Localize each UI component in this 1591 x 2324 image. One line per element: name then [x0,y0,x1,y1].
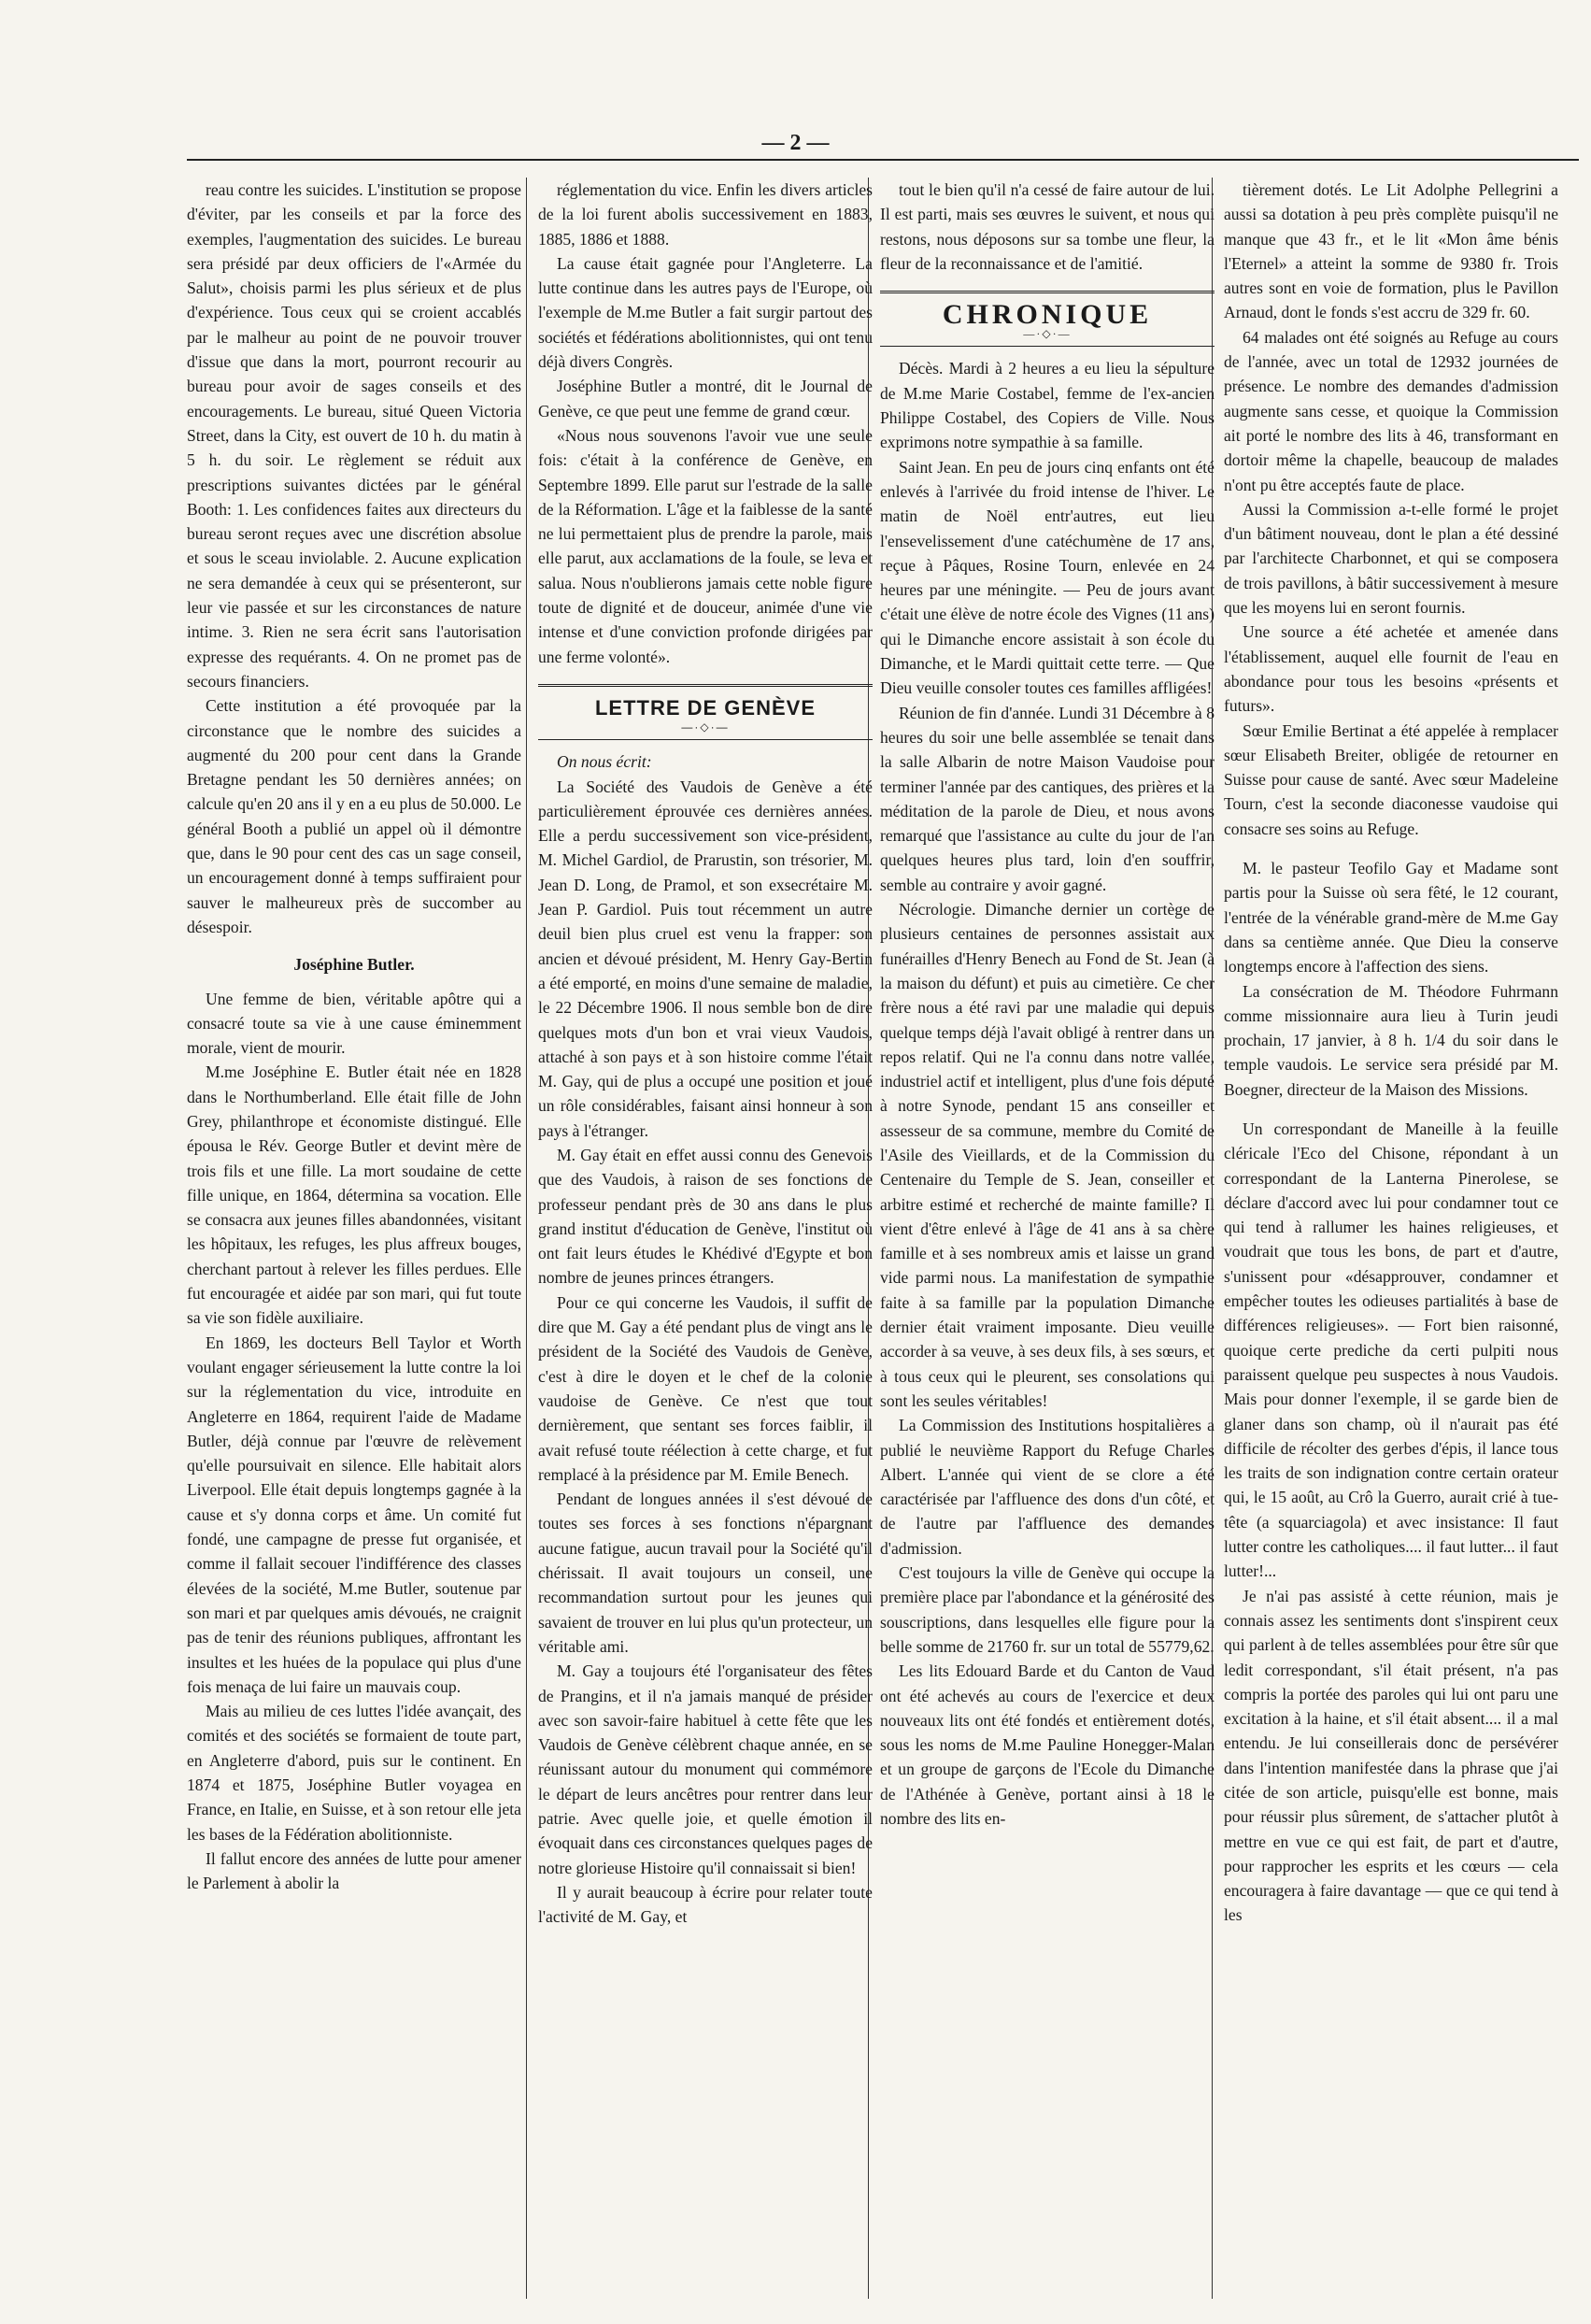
column-4 [1224,178,1558,2299]
article-paragraph: Mais au milieu de ces luttes l'idée avançait, des comités et des sociétés se formaient de toute part, en Angleterre d'abord, puis sur le continent. En 1874 et 1875, Joséphine Butler voyagea en France, en Italie, en Suisse, et à son retour elle jeta les bases de la Fédération abolitionniste. [187,1702,521,1844]
article-paragraph: La Commission des Institutions hospitalières a publié le neuvième Rapport du Refuge Charles Albert. L'année qui vient de se clore a été caractérisée par l'affluence des dons d'un côté, et de l'autre par l'affluence des demandes d'admission. [880,1416,1215,1558]
article-paragraph: La Société des Vaudois de Genève a été particulièrement éprouvée ces dernières années. Elle a perdu successivement son vice-président, M. Michel Gardiol, de Prarustin, son trésorier, M. Jean D. Long, de Pramol, et son exsecrétaire M. Jean P. Gardiol. Puis tout récemment un autre deuil bien plus cruel est venu la frapper: son ancien et dévoué président, M. Henry Gay-Bertin a été emporté, en moins d'une semaine de maladie, le 22 Décembre 1906. Il nous semble bon de dire quelques mots d'un bon et vrai vieux Vaudois, attaché à son pays et à son histoire comme l'était M. Gay, qui de plus a occupé une position et joué un rôle considérables, faisant ainsi honneur à son pays à l'étranger. [538,777,873,1140]
banner-title: LETTRE DE GENÈVE [594,695,817,720]
article-paragraph: En 1869, les docteurs Bell Taylor et Worth voulant engager sérieusement la lutte contre la loi sur la réglementation du vice, introduite en Angleterre en 1864, requirent l'aide de Madame Butler, déjà connue par l'œuvre de relèvement qu'elle poursuivait en silence. Elle habitait alors Liverpool. Elle était depuis longtemps gagnée à la cause et s'y donna corps et âme. Un comité fut fondé, une campagne de presse fut organisée, et comme il fallait secouer l'indifférence des classes élevées de la société, M.me Butler, soutenue par son mari et par quelques amis dévoués, ne craignit pas de tenir des réunions publiques, affrontant les insultes et les huées de la populace qui plus d'une fois menaça de lui faire un mauvais coup. [187,1333,521,1696]
article-paragraph: Joséphine Butler a montré, dit le Journal de Genève, ce que peut une femme de grand cœur. [538,377,873,421]
article-paragraph: Une femme de bien, véritable apôtre qui a consacré toute sa vie à une cause éminemment morale, vient de mourir. [187,989,521,1058]
article-paragraph: réglementation du vice. Enfin les divers articles de la loi furent abolis successivement en 1883, 1885, 1886 et 1888. [538,180,873,249]
spacer [1224,841,1558,856]
section-heading: Joséphine Butler. [293,955,415,975]
article-paragraph: M. le pasteur Teofilo Gay et Madame sont partis pour la Suisse où sera fêté, le 12 courant, l'entrée de la vénérable grand-mère de M.me Gay dans sa centième année. Que Dieu la conserve longtemps encore à l'affection des siens. [1224,859,1558,977]
article-paragraph: La consécration de M. Théodore Fuhrmann comme missionnaire aura lieu à Turin jeudi prochain, 17 janvier, à 8 h. 1/4 du soir dans le temple vaudois. Le service sera présidé par M. Boegner, directeur de la Maison des Missions. [1224,981,1558,1099]
article-paragraph: Sœur Emilie Bertinat a été appelée à remplacer sœur Elisabeth Breiter, obligée de retourner en Suisse pour cause de santé. Avec sœur Madeleine Tourn, c'est la seconde diaconesse vaudoise qui consacre ses soins au Refuge. [1224,720,1558,838]
article-paragraph: Nécrologie. Dimanche dernier un cortège de plusieurs centaines de personnes assistait aux funérailles d'Henry Benech au Fond de St. Jean (à la maison du défunt) et puis au cimetière. Ce cher frère nous a été ravi par une maladie qui depuis quelque temps déjà l'avait obligé à rentrer dans un repos relatif. Qui ne l'a connu dans notre vallée, industriel actif et intelligent, plus d'une fois député à notre Synode, pendant 15 ans conseiller et assesseur de sa commune, membre du Comité de l'Asile des Vieillards, et de la Commission du Centenaire du Temple de S. Jean, conseiller et arbitre estimé et recherché de mainte famille? Il vient d'être enlevé à l'âge de 41 ans à sa chère famille et à ses nombreux amis et laisse un grand vide parmi nous. La manifestation de sympathie faite à sa famille par la population Dimanche dernier était vraiment imposante. Dieu veuille accorder à sa veuve, à ses deux fils, à ses sœurs, et à tous ceux qui le pleurent, ses consolations qui sont les seules véritables! [880,900,1215,1410]
article-paragraph: Réunion de fin d'année. Lundi 31 Décembre à 8 heures du soir une belle assemblée se tenait dans la salle Albarin de notre Maison Vaudoise pour terminer l'année par des cantiques, des prières et la méditation de la parole de Dieu, et nous avons remarqué que l'assistance au culte du jour de l'an quelques heures plus tard, loin d'en souffrir, semble au contraire y avoir gagné. [880,703,1215,894]
article-paragraph: «Nous nous souvenons l'avoir vue une seule fois: c'était à la conférence de Genève, en Septembre 1899. Elle parut sur l'estrade de la salle de la Réformation. L'âge et la faiblesse de la santé ne lui permettaient plus de prendre la parole, mais elle parut, aux acclamations de la foule, se leva et salua. Nous n'oublierons jamais cette noble figure toute de dignité et de douceur, animée d'une vie intense et d'une conviction profonde dirigées par une ferme volonté». [538,425,873,666]
article-paragraph: M. Gay était en effet aussi connu des Genevois que des Vaudois, à raison de ses fonctions de professeur pendant près de 30 ans dans le plus grand institut d'éducation de Genève, l'institut où ont fait leurs études le Khédivé d'Egypte et bon nombre de jeunes princes étrangers. [538,1145,873,1288]
article-paragraph: Un correspondant de Maneille à la feuille cléricale l'Eco del Chisone, répondant à un correspondant de la Lanterna Pinerolese, se déclare d'accord avec lui pour condamner tout ce qui tend à rallumer les haines religieuses, et voudrait que tous les bons, de part et d'autre, s'unissent pour «désapprouver, condamner et empêcher toutes les odieuses partialités à base de différences religieuses». — Fort bien raisonné, quoique certe prediche da certi pulpiti nous paraissent quelque peu suspectes à nous Vaudois. Mais pour donner l'exemple, il se garde bien de glaner dans son champ, où il n'aurait pas été difficile de récolter des gerbes d'épis, il lance tous les traits de son indignation contre certain orateur qui, le 15 août, au Crô la Guerro, aurait crié à tue-tête (a squarciagola) et avec insistance: Il faut lutter contre les catholiques.... il faut lutter... il faut lutter!... [1224,1119,1558,1581]
header-rule [187,159,1579,161]
article-paragraph: Saint Jean. En peu de jours cinq enfants ont été enlevés à l'arrivée du froid intense de l'hiver. Le matin de Noël entr'autres, eut lieu l'ensevelissement d'une catéchumène de 17 ans, reçue à Pâques, Rosine Tourn, enlevée en 24 heures par une méningite. — Peu de jours avant c'était une élève de notre école des Vignes (11 ans) qui le Dimanche encore assistait à son école du Dimanche, et le Mardi quittait cette terre. — Que Dieu veuille consoler toutes ces familles affligées! [880,457,1215,698]
column-separator [526,178,527,2299]
page-number: — 2 — [761,131,830,155]
article-paragraph: 64 malades ont été soignés au Refuge au cours de l'année, avec un total de 12932 journées de présence. Le nombre des demandes d'admission augmente sans cesse, et quoique la Commission ait porté le nombre des lits à 46, transformant en dortoir même la chapelle, beaucoup de malades n'ont pu être acceptés faute de place. [1224,327,1558,494]
ornament-divider: —·◇·— [1023,327,1072,341]
article-paragraph: Cette institution a été provoquée par la circonstance que le nombre des suicides a augmenté du 200 pour cent dans la Grande Bretagne pendant les 50 dernières années; on calcule qu'en 20 ans il y en a eu plus de 50.000. Le général Booth a publié un appel où il démontre que, dans le 90 pour cent des cas un sage conseil, un encouragement donné à temps suffiraient pour sauver le malheureux près de succomber au désespoir. [187,696,521,936]
article-paragraph: Les lits Edouard Barde et du Canton de Vaud ont été achevés au cours de l'exercice et deux nouveaux lits ont été fondés et entièrement dotés, sous les noms de M.me Pauline Honegger-Malan et un groupe de garçons de l'Ecole du Dimanche de l'Athénée à Genève, portant ainsi à 18 le nombre des lits en- [880,1661,1215,1828]
article-paragraph: On nous écrit: [557,752,652,772]
article-paragraph: Aussi la Commission a-t-elle formé le projet d'un bâtiment nouveau, dont le plan a été dessiné par l'architecte Charbonnet, et qui se composera de trois pavillons, à bâtir successivement à mesure que les moyens lui en seront fournis. [1224,499,1558,618]
column-2 [538,178,873,2299]
article-paragraph: Il fallut encore des années de lutte pour amener le Parlement à abolir la [187,1848,521,1893]
article-paragraph: La cause était gagnée pour l'Angleterre. La lutte continue dans les autres pays de l'Europe, où l'exemple de M.me Butler a fait surgir partout des sociétés et fédérations abolitionnistes, qui ont tenu déjà divers Congrès. [538,253,873,372]
section-banner-heading [538,684,873,740]
article-paragraph: Décès. Mardi à 2 heures a eu lieu la sépulture de M.me Marie Costabel, femme de l'ex-ancien Philippe Costabel, des Copiers de Ville. Nous exprimons notre sympathie à sa famille. [880,359,1215,452]
article-paragraph: reau contre les suicides. L'institution se propose d'éviter, par les conseils et par la force des exemples, l'augmentation des suicides. Le bureau sera présidé par deux officiers de l'«Armée du Salut», choisis parmi les plus sérieux et de plus d'expérience. Tous ceux qui se croient accablés par le malheur au point de ne pouvoir trouver d'issue que dans la mort, pourront recourir au bureau pour avoir de sages conseils et des encouragements. Le bureau, situé Queen Victoria Street, dans la City, est ouvert de 10 h. du matin à 5 h. du soir. Le règlement se réduit aux prescriptions suivantes dictées par le général Booth: 1. Les confidences faites aux directeurs du bureau seront reçues avec une discrétion absolue et sous le sceau inviolable. 2. Aucune explication ne sera demandée à ceux qui se présenteront, sur leur vie passée et sur les circonstances de nature intime. 3. Rien ne sera écrit sans l'autorisation expresse des requérants. 4. On ne promet pas de secours financiers. [187,180,521,691]
article-paragraph: Il y aurait beaucoup à écrire pour relater toute l'activité de M. Gay, et [538,1882,873,1927]
article-paragraph: M.me Joséphine E. Butler était née en 1828 dans le Northumberland. Elle était fille de John Grey, philanthrope et économiste distingué. Elle épousa le Rév. George Butler et devint mère de trois fils et une fille. La mort soudaine de cette fille unique, en 1864, détermina sa vocation. Elle se consacra aux jeunes filles abandonnées, visitant les hôpitaux, les refuges, les plus affreux bouges, cherchant partout à relever les filles perdues. Elle fut encouragée et aidée par son mari, qui fut toute sa vie son fidèle auxiliaire. [187,1062,521,1328]
article-paragraph: Une source a été achetée et amenée dans l'établissement, auquel elle fournit de l'eau en abondance pour tous les besoins «présents et futurs». [1224,622,1558,716]
article-paragraph: C'est toujours la ville de Genève qui occupe la première place par l'abondance et la générosité des souscriptions, dans lesquelles elle figure pour la belle somme de 21760 fr. sur un total de 55779,62. [880,1563,1215,1656]
column-3 [880,178,1215,2299]
column-1 [187,178,521,2299]
section-banner-heading [880,291,1215,347]
ornament-divider: —·◇·— [681,720,730,734]
article-paragraph: Pendant de longues années il s'est dévoué de toutes ses forces à ses fonctions n'épargnant aucune fatigue, aucun travail pour la Société qu'il chérissait. Il avait toujours un conseil, une recommandation surtout pour les jeunes qui savaient de trouver en lui plus qu'un protecteur, un véritable ami. [538,1490,873,1656]
article-paragraph: M. Gay a toujours été l'organisateur des fêtes de Prangins, et il n'a jamais manqué de présider avec son savoir-faire habituel à cette fête que les Vaudois de Genève célèbrent chaque année, en se réunissant autour du monument qui commémore le départ de leurs ancêtres pour rentrer dans leur patrie. Avec quelle joie, et quelle émotion il évoquait dans ces circonstances quelques pages de notre glorieuse Histoire qu'il connaissait si bien! [538,1661,873,1877]
spacer [1224,1102,1558,1117]
article-paragraph: Je n'ai pas assisté à cette réunion, mais je connais assez les sentiments dont s'inspirent ceux qui parlent à de telles assemblées pour être sûr que ledit correspondant, s'il était présent, n'a pas compris la portée des paroles qui lui ont paru une excitation à la haine, et s'il était absent.... il a mal entendu. Je lui conseillerais donc de persévérer dans l'intention manifestée dans la phrase que j'ai citée de son article, puisqu'elle est bonne, mais pour réussir plus sûrement, de s'attacher plutôt à mettre en vue ce qui est fait, de part et d'autre, pour rapprocher les esprits et les cœurs — cela encouragera à faire davantage — que ce qui tend à les [1224,1586,1558,1925]
article-paragraph: Pour ce qui concerne les Vaudois, il suffit de dire que M. Gay a été pendant plus de vingt ans le président de la Société des Vaudois de Genève, c'est à dire le doyen et le chef de la colonie vaudoise de Genève. Ce n'est que tout dernièrement, que sentant ses forces faiblir, il avait refusé toute réélection à cette charge, et fut remplacé à la présidence par M. Emile Benech. [538,1292,873,1484]
banner-title: CHRONIQUE [942,299,1153,331]
article-paragraph: tièrement dotés. Le Lit Adolphe Pellegrini a aussi sa dotation à peu près complète puisqu'il ne manque que 43 fr., et le lit «Mon âme bénis l'Eternel» a atteint la somme de 9380 fr. Trois autres sont en voie de formation, plus le Pavillon Arnaud, dont le fonds s'est accru de 329 fr. 60. [1224,180,1558,322]
article-paragraph: tout le bien qu'il n'a cessé de faire autour de lui. Il est parti, mais ses œuvres le suivent, et nous qui restons, nous déposons sur sa tombe une fleur, la fleur de la reconnaissance et de l'amitié. [880,180,1215,273]
